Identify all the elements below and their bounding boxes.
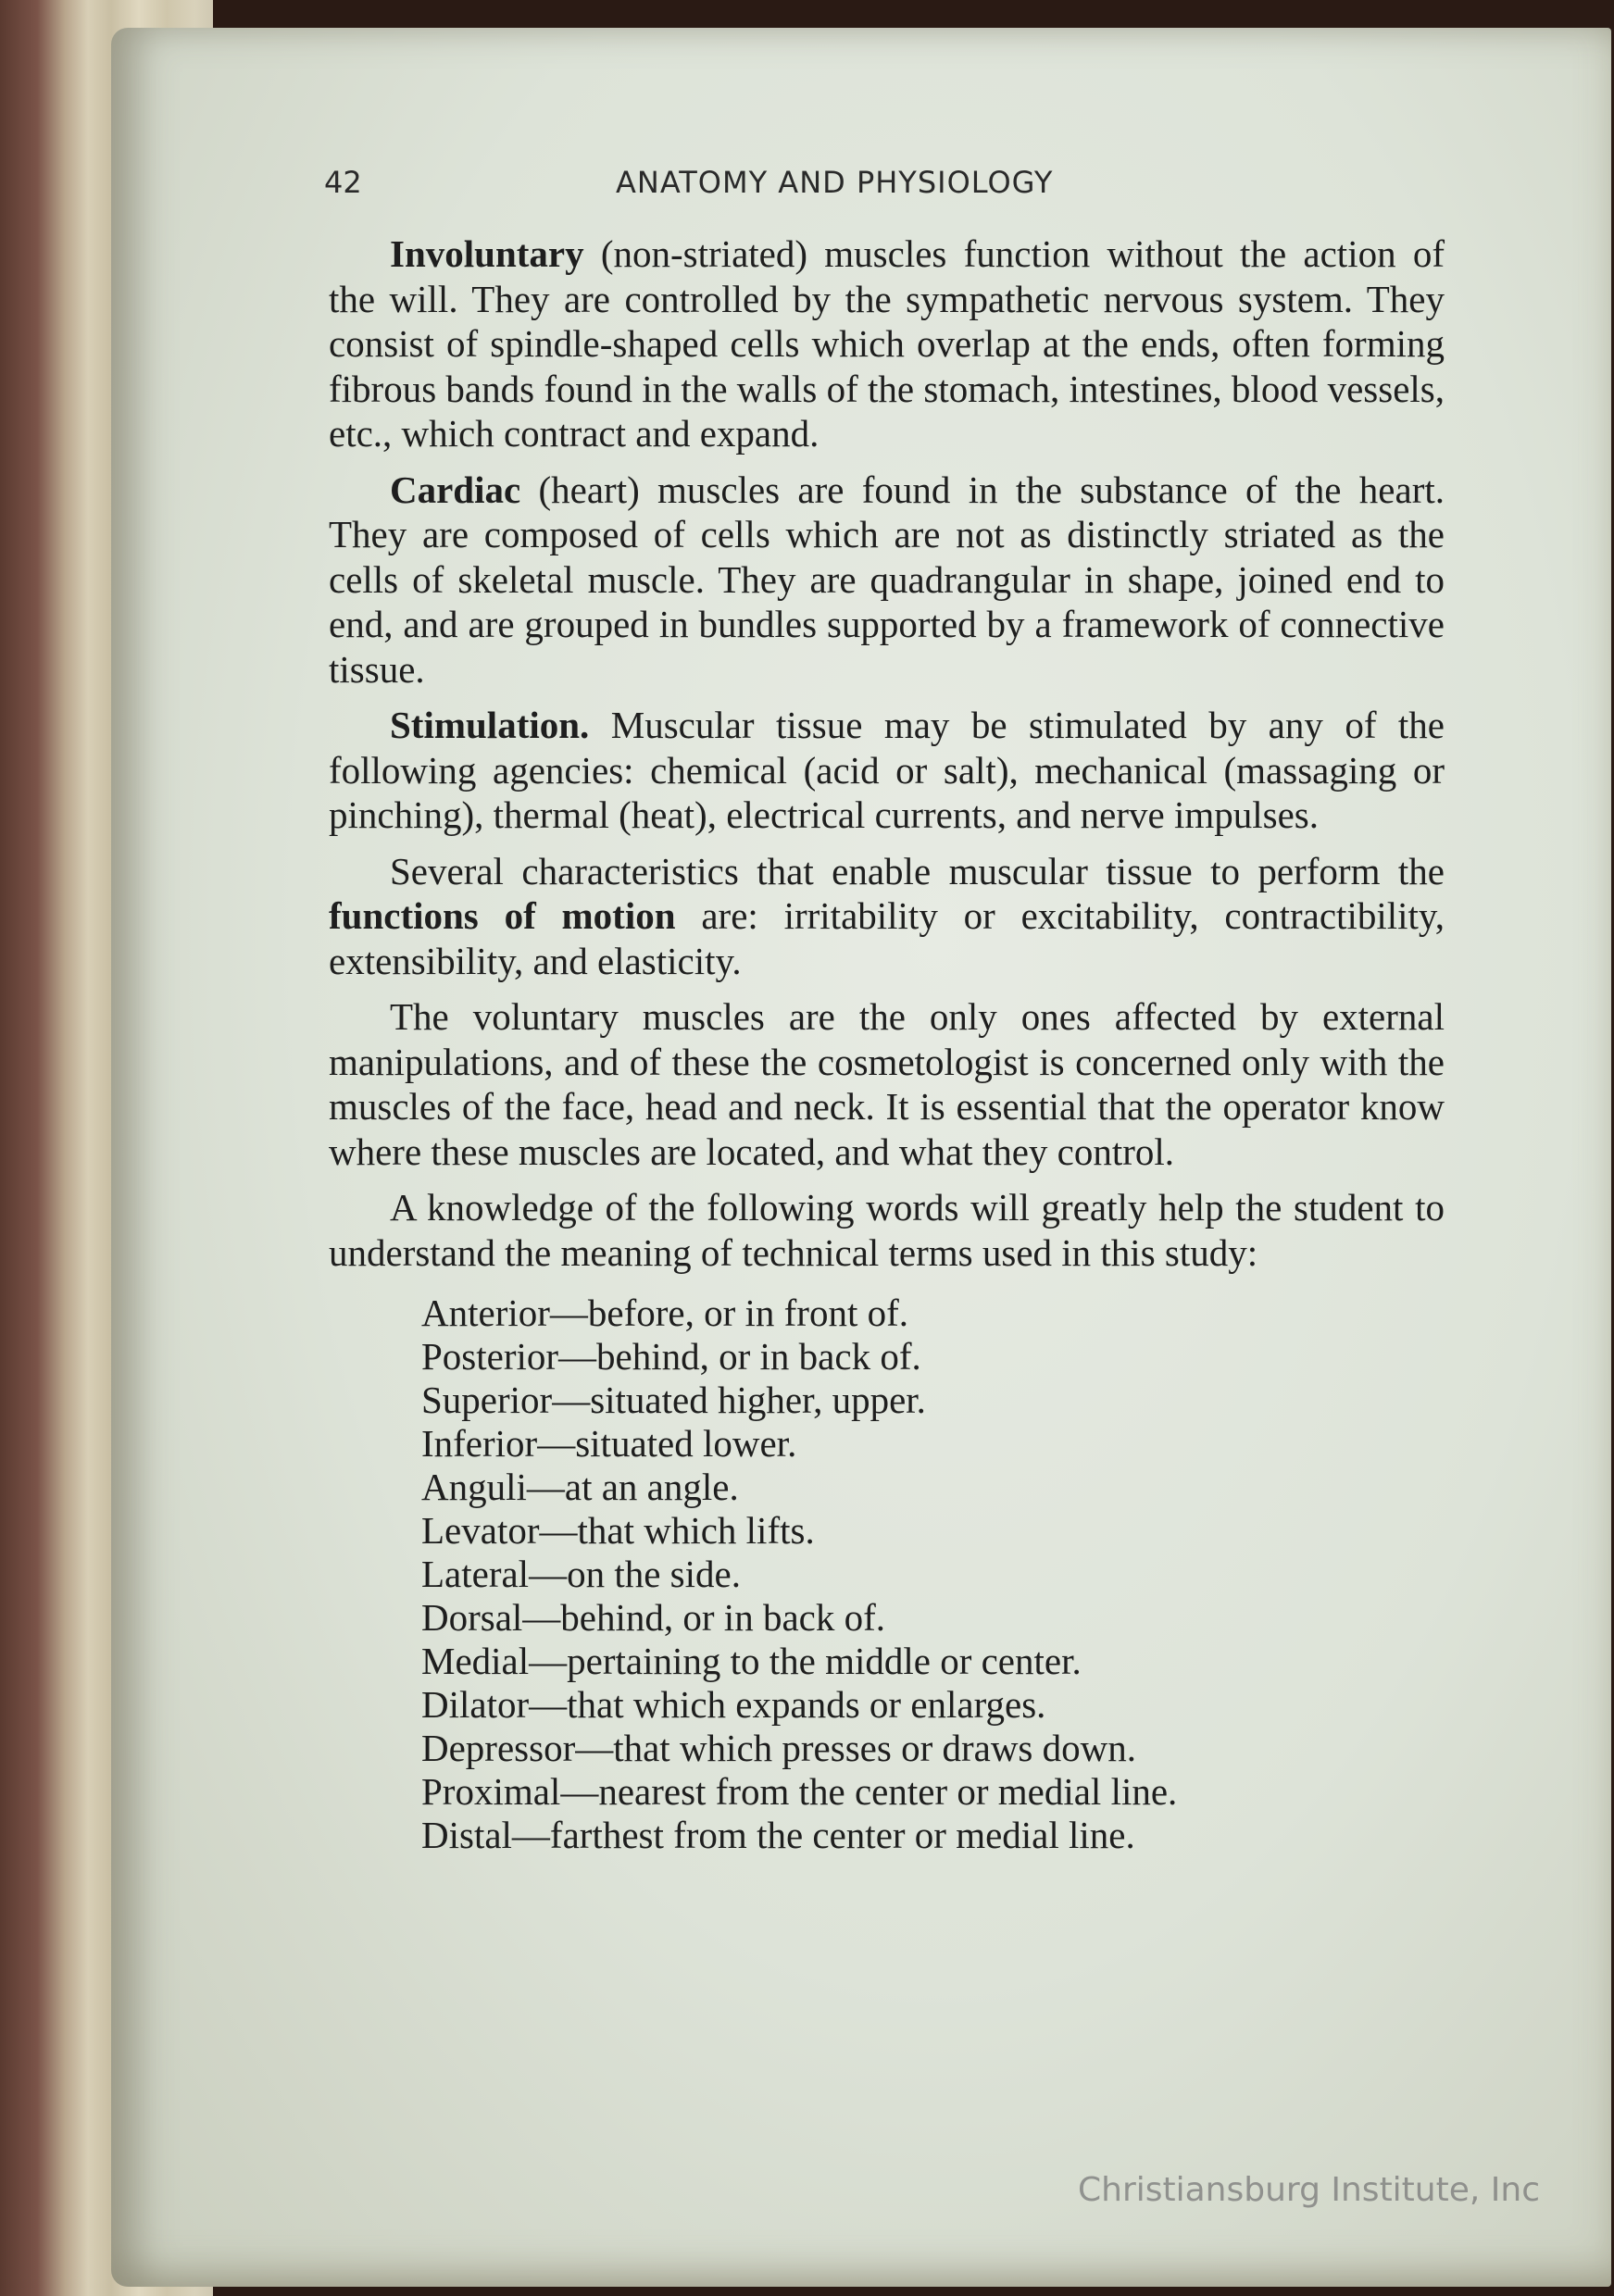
paragraph-voluntary [329, 994, 1445, 1174]
paragraph-knowledge [329, 1185, 1445, 1275]
definition-list [421, 1292, 1445, 1857]
definition-item: Lateral—on the side. [421, 1553, 741, 1595]
definition-item: Proximal—nearest from the center or medial line. [421, 1770, 1178, 1813]
paragraph-text: A knowledge of the following words will greatly help the student to understand the meaning of technical terms used in this study: [329, 1186, 1445, 1274]
term-involuntary: Involuntary [390, 232, 584, 275]
definition-item: Inferior—situated lower. [421, 1422, 797, 1465]
paragraph-text: (heart) muscles are found in the substance of the heart. They are composed of cells which are not as distinctly striated as the cells of skeletal muscle. They are quadrangular in shape, joined end to end, and are grouped in bundles supported by a framework of connective tissue. [329, 468, 1445, 691]
definition-item: Distal—farthest from the center or medial line. [421, 1814, 1135, 1856]
definition-item: Levator—that which lifts. [421, 1509, 815, 1552]
term-functions-of-motion: functions of motion [329, 894, 676, 937]
term-stimulation: Stimulation. [390, 704, 590, 746]
page-header [324, 165, 1250, 206]
definition-item: Anguli—at an angle. [421, 1466, 739, 1508]
paragraph-stimulation [329, 703, 1445, 838]
paragraph-text: Muscular tissue may be stimulated by any of the following agencies: chemical (acid or salt), mechanical (massaging or pinching), thermal (heat), electrical currents, and nerve impulses. [329, 704, 1445, 836]
paragraph-text: Several characteristics that enable muscular tissue to perform the [390, 849, 1445, 892]
paragraph-text: The voluntary muscles are the only ones affected by external manipulations, and of these the cosmetologist is concerned only with the muscles of the face, head and neck. It is essential that the operator know where these muscles are located, and what they control. [329, 995, 1445, 1173]
term-cardiac: Cardiac [390, 468, 521, 511]
running-head: ANATOMY AND PHYSIOLOGY [616, 165, 1054, 200]
definition-item: Medial—pertaining to the middle or center. [421, 1640, 1082, 1682]
definition-item: Depressor—that which presses or draws down. [421, 1727, 1136, 1769]
paragraph-involuntary [329, 231, 1445, 456]
paragraph-text: are: irritability or excitability, contractibility, extensibility, and elasticity. [329, 894, 1445, 982]
paragraph-characteristics [329, 849, 1445, 984]
watermark: Christiansburg Institute, Inc [1077, 2171, 1540, 2209]
definition-item: Superior—situated higher, upper. [421, 1379, 926, 1421]
paragraph-text: (non-striated) muscles function without the action of the will. They are controlled by the sympathetic nervous system. They consist of spindle-shaped cells which overlap at the ends, often forming fibrous bands found in the walls of the stomach, intestines, blood vessels, etc., which contract and expand. [329, 232, 1445, 455]
definition-item: Dorsal—behind, or in back of. [421, 1596, 885, 1639]
page-number: 42 [324, 165, 362, 200]
definition-item: Anterior—before, or in front of. [421, 1292, 908, 1334]
definition-item: Posterior—behind, or in back of. [421, 1335, 921, 1378]
page-body [329, 231, 1445, 1857]
definition-item: Dilator—that which expands or enlarges. [421, 1683, 1046, 1726]
paragraph-cardiac [329, 468, 1445, 693]
